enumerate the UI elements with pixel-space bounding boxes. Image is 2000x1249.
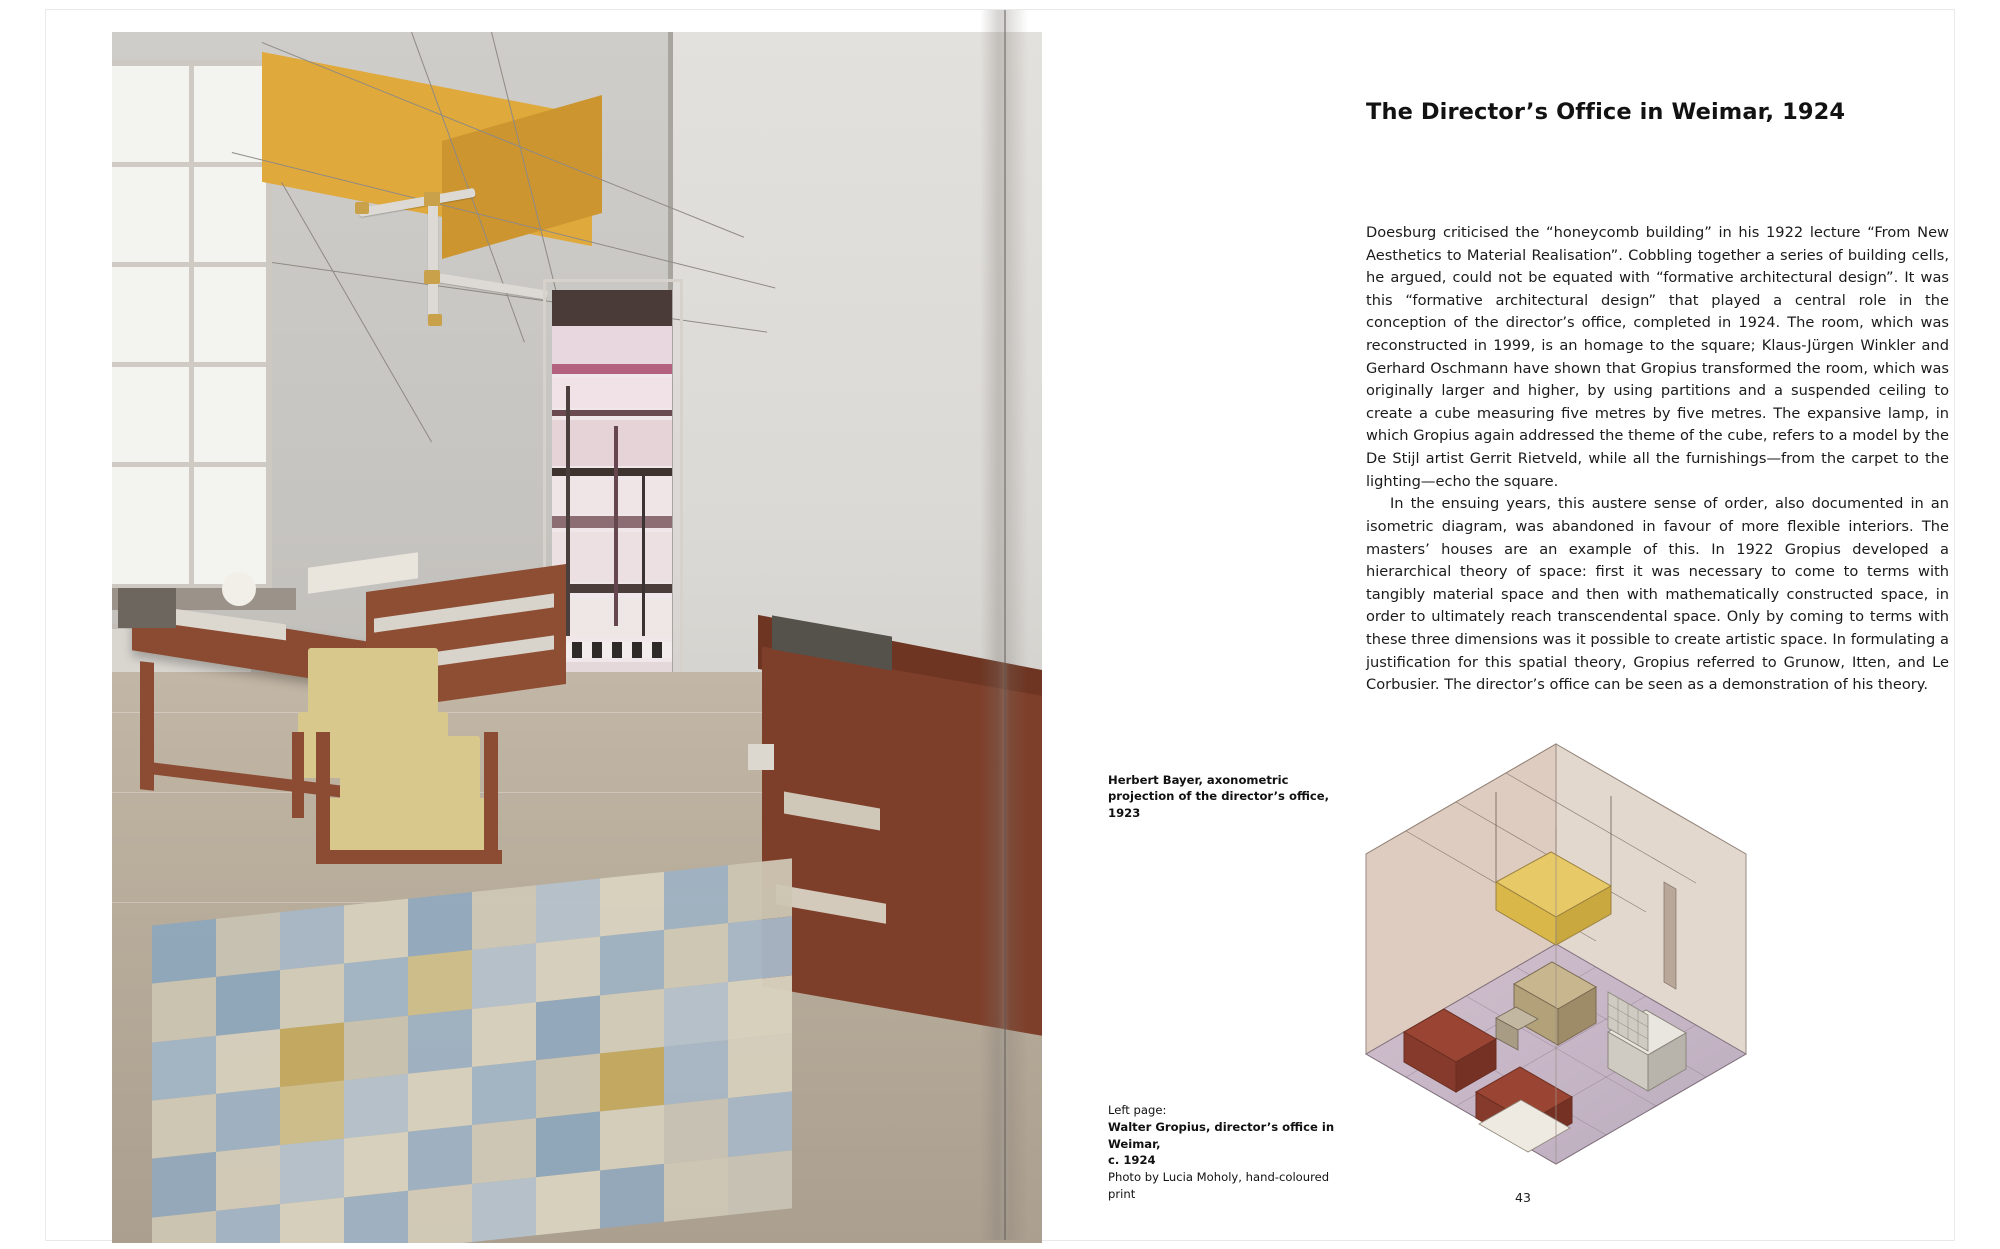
caption-line-4: Photo by Lucia Moholy, hand-coloured print (1108, 1170, 1330, 1201)
lamp-joint-4 (428, 314, 442, 326)
desk-typewriter (118, 588, 176, 628)
window-mullion-h2 (112, 262, 266, 267)
armchair-front-leg-left (316, 732, 330, 864)
window-mullion-h1 (112, 162, 266, 167)
lamp-tube-2 (428, 202, 438, 322)
axonometric-projection-figure (1346, 732, 1766, 1172)
page-number: 43 (1515, 1190, 1531, 1205)
caption-line-1: Left page: (1108, 1103, 1167, 1117)
body-text (1366, 222, 1949, 697)
lamp-joint-1 (424, 192, 440, 206)
caption-line-2: Walter Gropius, director’s office in Weimar, (1108, 1119, 1335, 1151)
lamp-joint-2 (424, 270, 440, 284)
window-mullion-vertical (189, 66, 194, 584)
armchair-back-leg (292, 732, 304, 818)
window-mullion-h3 (112, 362, 266, 367)
desk-lamp-globe (222, 572, 256, 606)
paragraph-1: Doesburg criticised the “honeycomb building” in his 1922 lecture “From New Aesthetics to Material Realisation”. Cobbling together a series of building cells, he argued, could not be equated with “formative architectural design”. It was this “formative architectural design” that played a central role in the conception of the director’s office, completed in 1924. The room, which was reconstructed in 1999, is an homage to the square; Klaus-Jürgen Winkler and Gerhard Oschmann have shown that Gropius transformed the room, which was originally larger and higher, by using partitions and a suspended ceiling to create a cube measuring five metres by five metres. The expansive lamp, in which Gropius again addressed the theme of the cube, refers to a model by the De Stijl artist Gerrit Rietveld, while all the furnishings—from the carpet to the lighting—echo the square. (1366, 224, 1949, 490)
figure-caption: Herbert Bayer, axonometric projection of the director’s office, 1923 (1108, 773, 1330, 820)
book-spine-line (1004, 10, 1006, 1240)
window-mullion-h4 (112, 462, 266, 467)
lamp-joint-3 (355, 202, 369, 214)
paragraph-2: In the ensuing years, this austere sense of order, also documented in an isometric diagram, was abandoned in favour of more flexible interiors. The masters’ houses are an example of this. In 1922 Gropius developed a hierarchical theory of space: first it was necessary to come to terms with tangibly material space and then with mathematically constructed space, in order to ultimately reach transcendental space. Only by coming to terms with these three dimensions was it possible to create artistic space. In formulating a justification for this spatial theory, Gropius referred to Grunow, Itten, and Le Corbusier. The director’s office can be seen as a demonstration of his theory. (1366, 495, 1949, 694)
armchair-front-seat (322, 798, 498, 856)
left-page-caption (1108, 1102, 1358, 1203)
armchair-front-leg-right (484, 732, 498, 858)
cabinet-right (762, 646, 1042, 1037)
armchair-front-rail (316, 850, 502, 864)
right-page (1066, 32, 1980, 1243)
left-page-photograph (112, 32, 1042, 1243)
chequered-rug (152, 858, 792, 1243)
page-title: The Director’s Office in Weimar, 1924 (1366, 99, 1846, 126)
book-pages (46, 10, 1954, 1240)
window-large (112, 60, 272, 590)
tapestry-frame (546, 282, 680, 698)
cabinet-small-card (748, 744, 774, 770)
caption-line-3: c. 1924 (1108, 1153, 1156, 1168)
